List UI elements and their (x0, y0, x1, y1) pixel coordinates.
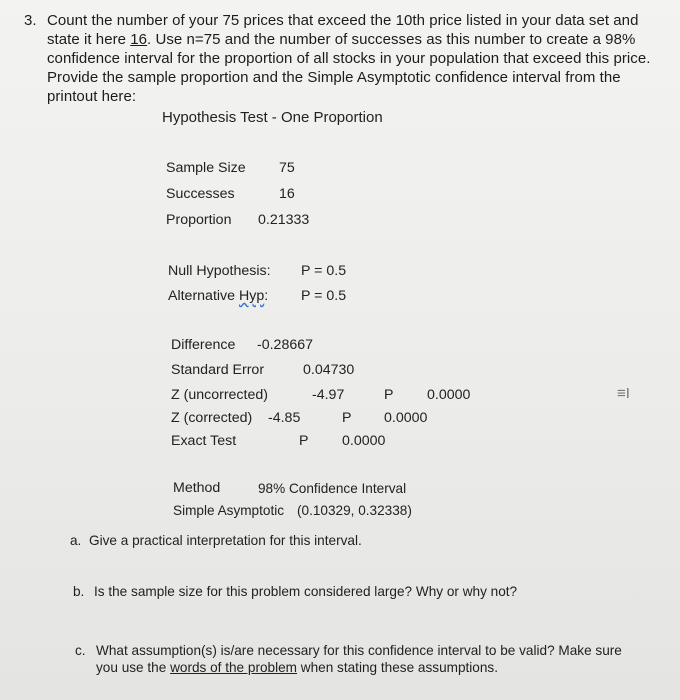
z-corrected-p-label: P (342, 410, 352, 426)
z-corrected-label: Z (corrected) (171, 410, 253, 426)
question-answer-value: 16 (130, 31, 148, 48)
proportion-value: 0.21333 (258, 212, 310, 228)
subquestion-b-letter: b. (73, 584, 85, 599)
successes-label: Successes (166, 186, 235, 202)
std-error-label: Standard Error (171, 362, 265, 378)
difference-value: -0.28667 (257, 337, 314, 353)
z-uncorrected-label: Z (uncorrected) (171, 387, 268, 403)
c-line-2-pre: you use the (96, 660, 171, 675)
subquestion-a-letter: a. (70, 533, 82, 548)
question-line-1: Count the number of your 75 prices that exceed the 10th price listed in your data set and (47, 12, 639, 29)
successes-value: 16 (279, 186, 295, 202)
c-line-2-underlined: words of the problem (170, 660, 297, 675)
output-title: Hypothesis Test - One Proportion (162, 109, 383, 126)
std-error-value: 0.04730 (303, 362, 355, 378)
text-cursor-icon: ≡I (617, 385, 630, 402)
alt-label-post: : (264, 288, 269, 304)
alt-label-hyp: Hyp (238, 288, 265, 304)
question-line-2 (47, 31, 635, 49)
exact-test-p-value: 0.0000 (342, 433, 386, 449)
null-hypothesis-label: Null Hypothesis: (168, 263, 271, 279)
subquestion-c-line-1: What assumption(s) is/are necessary for this confidence interval to be valid? Make sure (96, 643, 622, 658)
question-line-2-post: . Use n=75 and the number of successes as this number to create a 98% (147, 31, 636, 48)
alt-label-pre: Alternative (168, 288, 239, 304)
alternative-hypothesis-label (168, 288, 268, 304)
sample-size-label: Sample Size (166, 160, 246, 176)
z-uncorrected-p-value: 0.0000 (427, 387, 471, 403)
question-number: 3. (24, 12, 37, 29)
z-corrected-p-value: 0.0000 (384, 410, 428, 426)
question-line-5: printout here: (47, 88, 137, 105)
difference-label: Difference (171, 337, 236, 353)
subquestion-b-text: Is the sample size for this problem considered large? Why or why not? (94, 584, 518, 599)
method-value: 98% Confidence Interval (258, 481, 407, 496)
subquestion-a-text: Give a practical interpretation for this interval. (89, 533, 362, 548)
subquestion-c-letter: c. (75, 643, 86, 658)
question-line-4: Provide the sample proportion and the Simple Asymptotic confidence interval from the (47, 69, 621, 86)
subquestion-c-line-2 (96, 660, 498, 675)
method-label: Method (173, 480, 221, 496)
question-line-3: confidence interval for the proportion of all stocks in your population that exceed this price. (47, 50, 651, 67)
c-line-2-post: when stating these assumptions. (297, 660, 498, 675)
ci-value: (0.10329, 0.32338) (297, 503, 412, 518)
z-uncorrected-p-label: P (384, 387, 394, 403)
exact-test-label: Exact Test (171, 433, 237, 449)
null-hypothesis-value: P = 0.5 (301, 263, 347, 279)
z-uncorrected-value: -4.97 (312, 387, 345, 403)
z-corrected-value: -4.85 (268, 410, 301, 426)
exact-test-p-label: P (299, 433, 309, 449)
ci-label: Simple Asymptotic (173, 503, 285, 518)
alternative-hypothesis-value: P = 0.5 (301, 288, 347, 304)
proportion-label: Proportion (166, 212, 232, 228)
question-line-2-pre: state it here (47, 31, 131, 48)
sample-size-value: 75 (279, 160, 295, 176)
